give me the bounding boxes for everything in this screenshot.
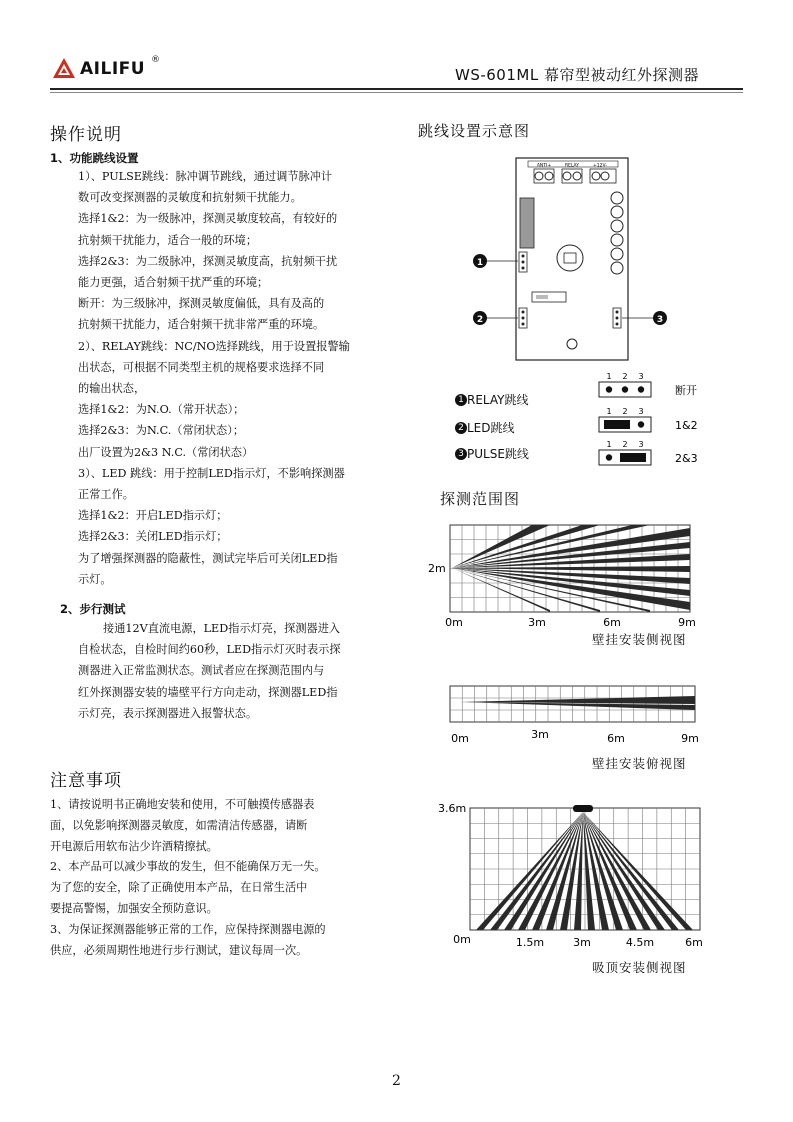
ceiling-view-x-tick-6: 6m xyxy=(685,936,703,949)
svg-text:3: 3 xyxy=(638,440,644,449)
ceiling-view-y-label: 3.6m xyxy=(438,802,467,815)
svg-text:2: 2 xyxy=(476,315,484,325)
pir-sensor xyxy=(557,245,583,271)
marker-3 xyxy=(622,311,667,325)
section2-title: 2、步行测试 xyxy=(60,602,126,616)
notes-heading: 注意事项 xyxy=(50,771,122,791)
setting-2-3: 2&3 xyxy=(675,452,698,465)
side-view-caption: 壁挂安装侧视图 xyxy=(592,632,687,647)
svg-text:2: 2 xyxy=(622,440,628,449)
brand-name: AILIFU xyxy=(80,59,146,79)
marker-2 xyxy=(473,311,518,325)
operation-heading: 操作说明 xyxy=(50,125,122,145)
ailifu-logo-icon xyxy=(52,57,76,79)
side-view-x-tick-6: 6m xyxy=(603,616,621,629)
marker-1 xyxy=(473,254,518,268)
legend-relay: 1 RELAY跳线 xyxy=(455,389,529,408)
jumper-pulse-pins xyxy=(613,308,621,328)
marker-badge-2: 2 xyxy=(455,422,467,434)
document-title: WS-601ML 幕帘型被动红外探测器 xyxy=(455,66,699,84)
marker-badge-1: 1 xyxy=(455,394,467,406)
top-view-caption: 壁挂安装俯视图 xyxy=(592,756,687,771)
svg-text:2: 2 xyxy=(622,407,628,416)
terminal-label-power: +12V- xyxy=(593,163,607,169)
section1-title: 1、功能跳线设置 xyxy=(50,151,139,165)
ceiling-detector xyxy=(573,805,593,812)
note-item-2: 2、本产品可以减少事故的发生，但不能确保万无一失。 为了您的安全，除了正确使用本产品，在日常生活中 要提高警惕，加强安全预防意识。 xyxy=(50,860,326,916)
page-number: 2 xyxy=(392,1073,401,1089)
jumper-heading: 跳线设置示意图 xyxy=(418,122,531,140)
terminal-label-anti: ANTI+ xyxy=(536,163,552,169)
side-view-y-label: 2m xyxy=(428,562,446,575)
ceiling-view-caption: 吸顶安装侧视图 xyxy=(592,960,687,975)
svg-text:1: 1 xyxy=(606,372,612,381)
side-view-chart xyxy=(420,520,720,630)
jumper-led-pins xyxy=(519,308,527,328)
svg-text:2: 2 xyxy=(622,372,628,381)
setting-open: 断开 xyxy=(675,384,697,397)
side-view-x-tick-9: 9m xyxy=(678,616,696,629)
registered-mark: ® xyxy=(151,55,160,65)
note-item-1: 1、请按说明书正确地安装和使用，不可触摸传感器表 面，以免影响探测器灵敏度，如需清洁传感器，请断 开电源后用软布沾少许酒精擦拭。 xyxy=(50,798,315,854)
svg-text:3: 3 xyxy=(638,372,644,381)
header-rule xyxy=(50,88,743,90)
legend-pulse: 3 PULSE跳线 xyxy=(455,443,529,462)
ceiling-view-x-tick-0: 0m xyxy=(453,933,471,946)
note-item-3: 3、为保证探测器能够正常的工作，应保持探测器电源的 供应，必须周期性地进行步行测试，建议每周一次。 xyxy=(50,923,326,958)
svg-text:1: 1 xyxy=(476,258,484,268)
terminal-label-relay: RELAY xyxy=(564,163,580,169)
range-heading: 探测范围图 xyxy=(440,490,521,508)
top-view-x-tick-9: 9m xyxy=(681,732,699,745)
section1-body: 1）、PULSE跳线：脉冲调节跳线，通过调节脉冲计 数可改变探测器的灵敏度和抗射频干扰能力。 选择1&2：为一级脉冲，探测灵敏度较高，有较好的 抗射频干扰能力，适合一般的环境； 选择2&3：为二级脉冲，探测灵敏度高，抗射频干扰 能力更强，适合射频干扰严重的环境； 断开：为三级脉冲，探测灵敏度偏低，具有及高的 抗射频干扰能力，适合射频干扰非常严重的环境。 2）、RELAY跳线：NC/NO选择跳线，用于设置报警输 出状态，可根据不同类型主机的规格要求选择不同 的输出状态， 选择1&2：为N.O.（常开状态）； 选择2&3：为N.C.（常闭状态）； 出厂设置为2&3 N.C.（常闭状态） 3）、LED 跳线：用于控制LED指示灯，不影响探测器 正常工作。 选择1&2：开启LED指示灯； 选择2&3：关闭LED指示灯； 为了增强探测器的隐蔽性，测试完毕后可关闭LED指 示灯。 xyxy=(78,170,350,586)
side-view-x-tick-0: 0m xyxy=(445,616,463,629)
section2-body: 接通12V直流电源，LED指示灯亮，探测器进入 自检状态，自检时间约60秒，LED指示灯灭时表示探 测器进入正常监测状态。测试者应在探测范围内与 红外探测器安装的墙壁平行方向走动，探测器LED指 示灯亮，表示探测器进入报警状态。 xyxy=(78,622,341,720)
top-view-x-tick-0: 0m xyxy=(451,732,469,745)
jumper-relay-pins xyxy=(519,252,527,272)
header-rule-thin xyxy=(50,92,743,93)
jumper-settings-diagram xyxy=(595,368,745,473)
ceiling-view-x-tick-3: 3m xyxy=(573,936,591,949)
legend-led: 2 LED跳线 xyxy=(455,417,515,436)
svg-text:1: 1 xyxy=(606,407,612,416)
top-view-x-tick-3: 3m xyxy=(531,728,549,741)
circuit-board-diagram xyxy=(470,150,670,365)
screw-terminals xyxy=(534,169,616,183)
svg-text:3: 3 xyxy=(656,315,664,325)
ceiling-view-chart xyxy=(430,798,720,953)
setting-1-2: 1&2 xyxy=(675,419,698,432)
ceiling-view-x-tick-1-5: 1.5m xyxy=(515,936,545,949)
brand-logo xyxy=(52,57,182,83)
ceiling-view-x-tick-4-5: 4.5m xyxy=(625,936,655,949)
side-view-x-tick-3: 3m xyxy=(528,616,546,629)
svg-text:1: 1 xyxy=(606,440,612,449)
top-view-x-tick-6: 6m xyxy=(607,732,625,745)
top-view-chart xyxy=(420,682,720,750)
marker-badge-3: 3 xyxy=(455,448,467,460)
svg-text:3: 3 xyxy=(638,407,644,416)
